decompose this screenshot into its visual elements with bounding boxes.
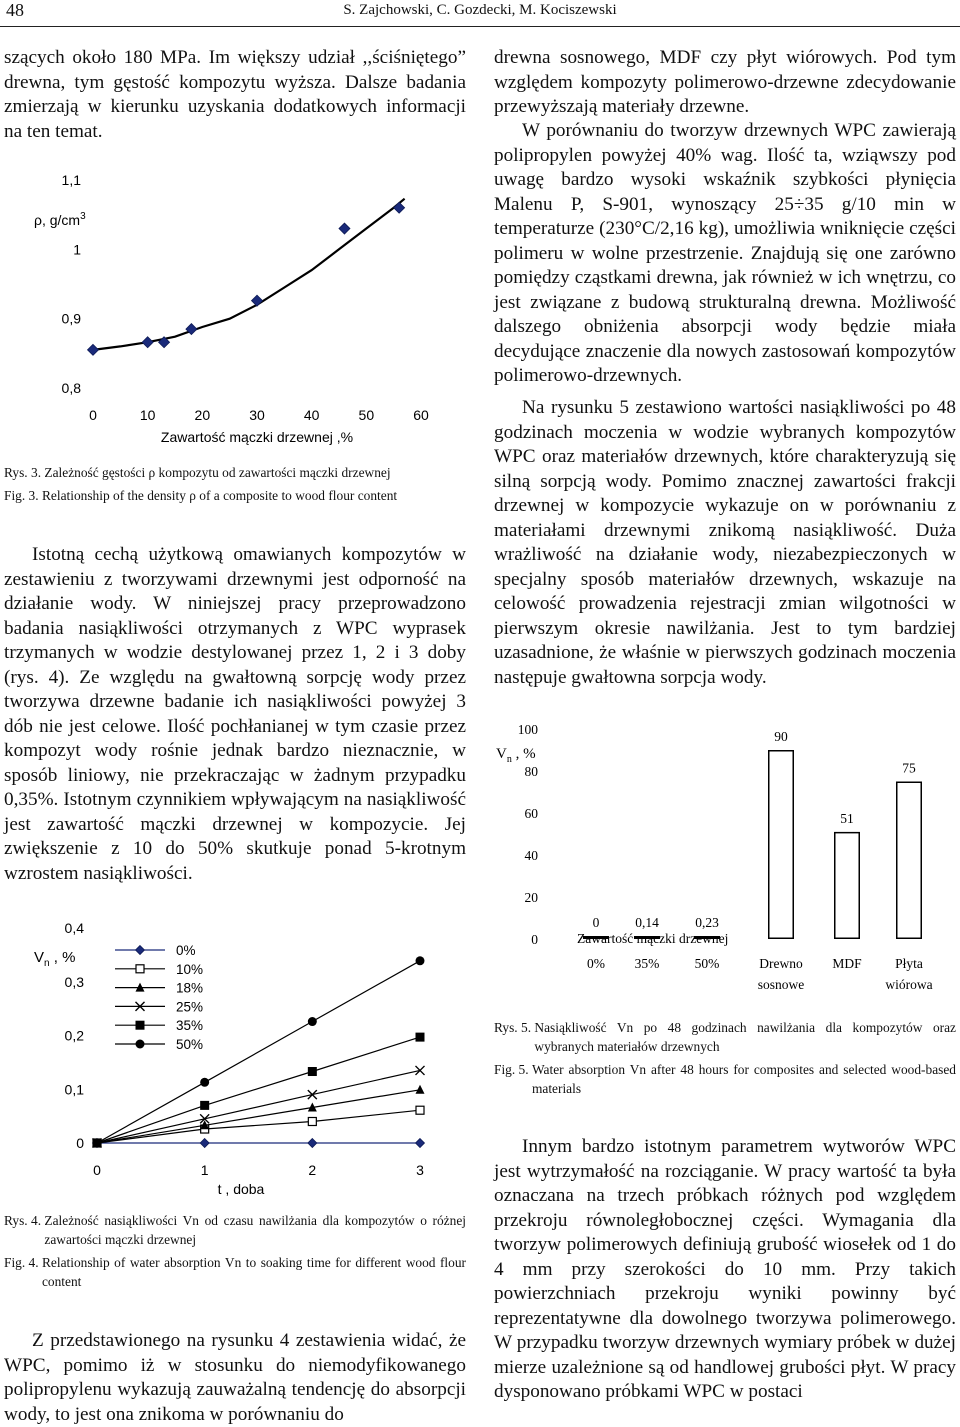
fig4-x-axis-label: t , doba xyxy=(217,1181,265,1197)
figure-4-chart xyxy=(0,912,470,1202)
fig4-x-tick-label: 2 xyxy=(308,1162,317,1178)
fig3-caption-en: Fig. 3. Relationship of the density ρ of a composite to wood flour content xyxy=(4,488,398,503)
fig5-category-label: 35% xyxy=(634,956,660,971)
fig5-caption-en: Fig. 5. Water absorption Vn after 48 hours for composites and selected wood-based materials xyxy=(494,1062,956,1096)
fig5-caption-pl: Rys. 5. Nasiąkliwość Vn po 48 godzinach nawilżania dla kompozytów oraz wybranych materiałów drzewnych xyxy=(494,1020,956,1054)
fig3-x-axis-label: Zawartość mączki drzewnej ,% xyxy=(160,429,354,445)
fig4-y-tick-label: 0 xyxy=(76,1135,84,1151)
fig3-data-point xyxy=(88,344,99,355)
fig3-y-tick-label: 1 xyxy=(73,241,81,258)
figure-5-chart xyxy=(490,712,960,1002)
fig4-legend-marker xyxy=(136,946,145,955)
fig4-data-point xyxy=(308,1139,317,1148)
fig4-data-point xyxy=(308,1118,316,1126)
fig4-y-tick-label: 0,2 xyxy=(64,1027,84,1044)
fig4-caption-pl: Rys. 4. Zależność nasiąkliwości Vn od czasu nawilżania dla kompozytów o różnej zawartości mączki drzewnej xyxy=(4,1213,466,1247)
fig3-data-point xyxy=(394,202,405,213)
fig4-legend-label: 10% xyxy=(176,961,204,977)
fig4-series xyxy=(93,981,425,1147)
fig4-x-tick-label: 1 xyxy=(200,1162,209,1178)
fig3-data-point xyxy=(252,295,263,306)
fig4-data-point xyxy=(416,1106,424,1114)
fig3-y-tick-label: 0,8 xyxy=(61,380,81,396)
right-paragraph-4: Innym bardzo istotnym parametrem wytworów WPC jest wytrzymałość na rozciąganie. W pracy wartość ta była oznaczana na trzech próbkach różnych pod względem przekroju równoległobocznej części. Wymagania dla tworzyw polimerowych definiują grubość wiosełek od 1 do 4 mm przy szerokości do 10 mm. Przy takich powierzchniach przekroju wyniki powinny być reprezentatywne dla dowolnego tworzywa polimerowego. W przypadku tworzyw drzewnych wymiary próbek w dużej mierze uzależnione są od handlowej grubości płyt. W pracy dysponowano próbkami WPC w postaci xyxy=(494,1136,956,1402)
fig3-x-tick-label: 40 xyxy=(303,407,320,423)
left-paragraph-2: Istotną cechą użytkową omawianych kompozytów w zestawieniu z tworzywami drzewnymi jest odporność na działanie wody. W niniejszej pracy przeprowadzono badania nasiąkliwości otrzymanych z WPC wyprasek trzymanych w wodzie destylowanej przez 1, 2 i 3 doby (rys. 4). Ze względu na gwałtowną sorpcję wody przez tworzywa drzewne badanie ich nasiąkliwości powyżej 3 dób nie jest celowe. Ilość pochłanianej w tym czasie przez kompozyt wody rośnie jednak bardzo nieznacznie, w sposób liniowy, nie przekraczając w żadnym przypadku 0,35%. Istotnym czynnikiem wpływającym na nasiąkliwość jest zawartość mączki drzewnej w kompozycie. Jej zwiększenie z 10 do 50% skutkuje ponad 5-krotnym wzrostem nasiąkliwości. xyxy=(4,544,466,884)
right-paragraph-3: Na rysunku 5 zestawiono wartości nasiąkliwości po 48 godzinach moczenia w wodzie wybranych kompozytów WPC oraz materiałów drzewnych, które charakteryzują się silną sorpcją wody. Pomimo znacznej zawartości frakcji drzewnej w kompozycie wykazuje on w porównaniu z materiałami drzewnymi znikomą nasiąkliwość. Duża wrażliwość na działanie wody, niezabezpieczonych w specjalny sposób materiałów drzewnych, wskazuje na celowość prowadzenia rejestracji zmian wilgotności w pierwszym okresie nawilżania. Jest to tym bardziej uzasadnione, że właśnie w pierwszych godzinach moczenia następuje gwałtowna sorpcja wody. xyxy=(494,397,956,688)
fig5-category-label: sosnowe xyxy=(757,977,805,992)
fig3-x-tick-label: 10 xyxy=(139,407,156,423)
fig5-category-label: wiórowa xyxy=(885,977,933,992)
fig5-category-label: MDF xyxy=(832,956,862,971)
fig5-category-label: Płyta xyxy=(895,956,923,971)
fig5-y-tick-label: 80 xyxy=(524,764,538,779)
fig4-data-point xyxy=(416,1085,425,1094)
fig4-legend-label: 18% xyxy=(176,980,204,996)
header-rule xyxy=(0,26,960,27)
fig4-legend-label: 0% xyxy=(176,943,196,958)
fig4-series-line xyxy=(97,1037,420,1143)
fig3-x-tick-label: 60 xyxy=(413,407,429,423)
right-paragraph-2: W porównaniu do tworzyw drzewnych WPC zawierają polipropylen powyżej 40% wag. Ilość ta, wziąwszy pod uwagę bardzo wysoki wskaźnik szybkości płynięcia Malenu P, S-901, wynoszący 25÷35 g/10 min w temperaturze (230°C/2,16 kg), umożliwia wniknięcie części polimeru w wolne przestrzenie. Znajdują się one zarówno pomiędzy cząstkami drewna, jak również w ich wnętrzu, co jest związane z budową strukturalną drewna. Możliwość dalszego obniżenia absorpcji wody będzie miała decydujące znaczenie dla nowych zastosowań kompozytów polimerowo-drzewnych. xyxy=(494,120,956,386)
fig4-data-point xyxy=(416,1066,425,1075)
fig4-data-point xyxy=(200,1139,209,1148)
fig3-x-tick-label: 30 xyxy=(249,407,265,423)
fig3-data-point xyxy=(142,337,153,348)
fig3-data-point xyxy=(339,223,350,234)
fig4-data-point xyxy=(416,1139,425,1148)
fig3-y-tick-label: 1,1 xyxy=(61,172,81,188)
page-number: 48 xyxy=(6,0,24,20)
fig3-x-tick-label: 20 xyxy=(194,407,211,423)
right-paragraph-1: drewna sosnowego, MDF czy płyt wiórowych. Pod tym względem kompozyty polimerowo-drzewne zdecydowanie przewyższają materiały drzewne. xyxy=(494,47,956,117)
fig5-y-tick-label: 60 xyxy=(524,806,538,821)
fig4-data-point xyxy=(308,1067,317,1076)
fig4-caption-en: Fig. 4. Relationship of water absorption Vn to soaking time for different wood flour content xyxy=(4,1255,466,1289)
fig4-x-tick-label: 0 xyxy=(93,1162,101,1178)
fig4-y-tick-label: 0,1 xyxy=(64,1081,84,1098)
fig5-value-label: 75 xyxy=(902,760,916,776)
fig3-caption-pl: Rys. 3. Zależność gęstości ρ kompozytu od zawartości mączki drzewnej xyxy=(4,465,391,480)
fig5-y-tick-label: 0 xyxy=(531,932,538,947)
left-paragraph-1: szących około 180 MPa. Im większy udział ,,ściśniętego” drewna, tym gęstość kompozytu wyższa. Dalsze badania zmierzają w kierunku uzyskania dodatkowych informacji na ten temat. xyxy=(4,47,466,142)
fig4-data-point xyxy=(93,1139,102,1148)
running-header-authors: S. Zajchowski, C. Gozdecki, M. Kociszewski xyxy=(343,2,617,18)
fig5-bar-fill xyxy=(898,783,921,938)
figure-3-chart xyxy=(0,160,470,460)
fig5-y-axis-label: $V_n$ , % xyxy=(496,746,536,765)
fig4-y-tick-label: 0,4 xyxy=(64,920,84,936)
fig3-y-tick-label: 0,9 xyxy=(61,310,81,327)
fig4-legend-label: 25% xyxy=(176,999,204,1015)
fig4-legend-label: 50% xyxy=(176,1037,204,1052)
left-paragraph-3: Z przedstawionego na rysunku 4 zestawienia widać, że WPC, pomimo iż w stosunku do niemodyfikowanego polipropylenu wykazują zauważalną tendencję do absorpcji wody, to jest ona znikoma w porównaniu do xyxy=(4,1330,466,1425)
fig4-x-tick-label: 3 xyxy=(416,1162,424,1178)
fig5-y-tick-label: 100 xyxy=(517,722,538,737)
fig5-category-label: Drewno xyxy=(759,956,803,971)
fig3-trend-line xyxy=(93,199,405,350)
fig4-data-point xyxy=(416,956,425,965)
fig5-value-label: 0 xyxy=(592,915,600,930)
fig4-y-tick-label: 0,3 xyxy=(64,973,84,990)
fig4-data-point xyxy=(416,1033,425,1042)
fig5-bar-fill xyxy=(836,833,859,937)
fig5-bar-fill xyxy=(770,752,793,938)
fig5-value-label: 51 xyxy=(840,810,854,826)
fig5-y-tick-label: 40 xyxy=(524,848,538,863)
fig4-series-line xyxy=(97,1070,420,1143)
fig4-legend-marker xyxy=(136,1040,145,1049)
fig3-x-tick-label: 0 xyxy=(89,407,97,423)
fig4-data-point xyxy=(200,1101,209,1110)
fig5-category-label: 0% xyxy=(587,956,605,971)
fig5-value-label: 0,23 xyxy=(695,915,719,930)
fig5-value-label: 90 xyxy=(774,729,788,744)
fig4-legend-label: 35% xyxy=(176,1018,204,1034)
fig3-x-tick-label: 50 xyxy=(358,407,375,423)
fig4-series-line xyxy=(97,1090,420,1143)
fig5-x-note: Zawartość mączki drzewnej xyxy=(577,931,729,946)
fig4-data-point xyxy=(308,1017,317,1026)
fig3-y-axis-label: ρ, $g/cm^3$ xyxy=(34,211,86,228)
fig4-legend-marker xyxy=(136,1021,145,1030)
fig5-y-tick-label: 20 xyxy=(524,890,538,905)
fig5-value-label: 0,14 xyxy=(635,915,659,930)
fig4-legend-marker xyxy=(136,965,144,973)
fig5-category-label: 50% xyxy=(694,956,720,971)
fig4-data-point xyxy=(308,1090,317,1099)
fig4-series xyxy=(93,1018,425,1147)
fig4-data-point xyxy=(200,1078,209,1087)
fig4-y-axis-label: $V_n$ , % xyxy=(34,949,76,969)
